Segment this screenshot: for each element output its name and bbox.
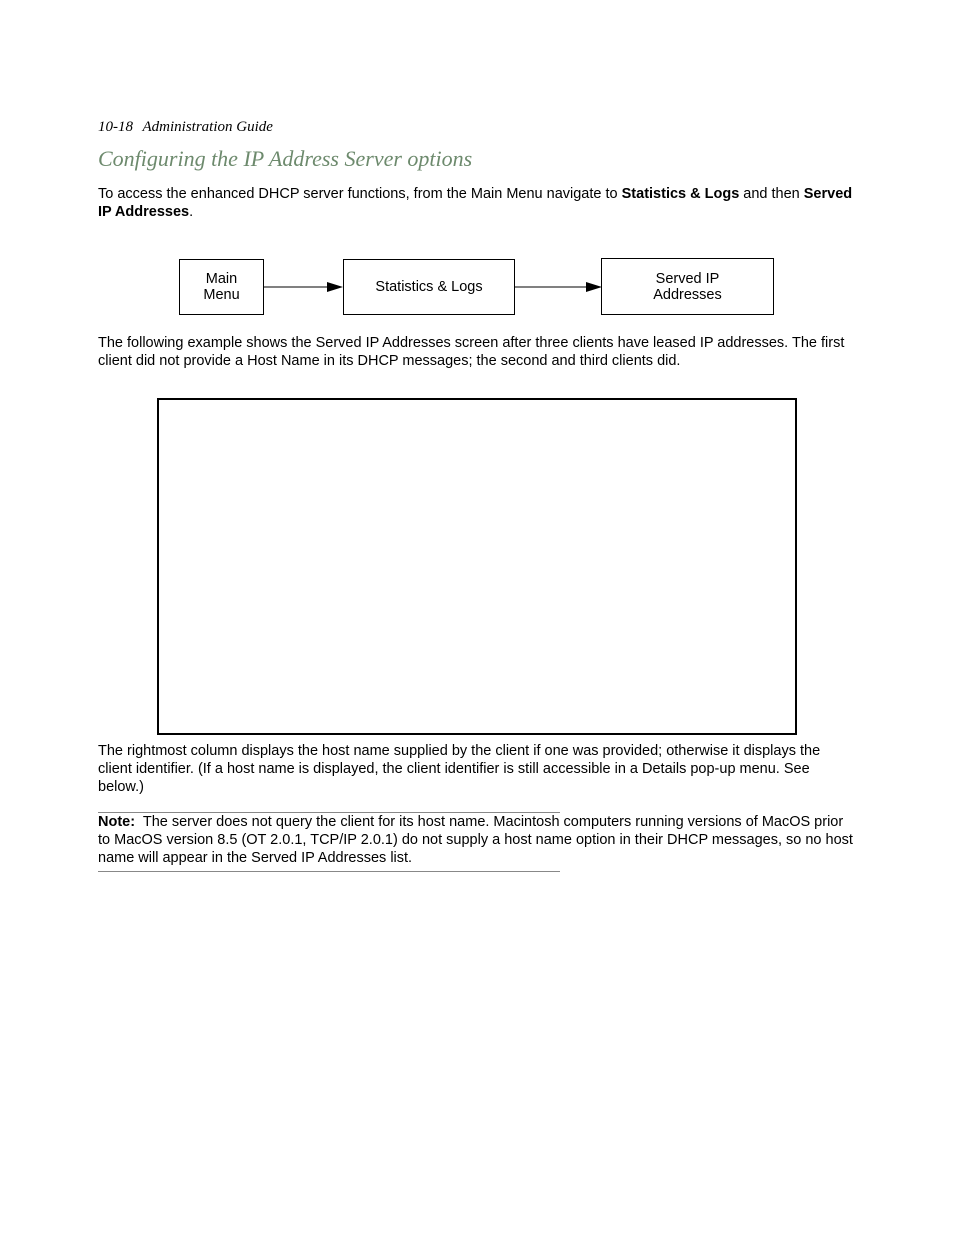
intro-text-after: . [189, 204, 194, 220]
flow-box-label: Served IP Addresses [653, 270, 722, 303]
flow-arrow-1 [264, 282, 343, 292]
flow-box-main-menu [179, 259, 264, 315]
running-header [98, 119, 273, 136]
flow-box-label: Statistics & Logs [375, 279, 483, 295]
intro-text-middle: and then [739, 186, 804, 202]
intro-bold-statistics-logs: Statistics & Logs [621, 186, 740, 202]
note-text: The server does not query the client for its host name. Macintosh computers running versions of MacOS prior to MacOS version 8.5 (OT 2.0.1, TCP/IP 2.0.1) do not supply a host name option in their DHCP messages, so no host name will appear in the Served IP Addresses list. [98, 814, 853, 866]
intro-paragraph [98, 185, 858, 221]
rightmost-column-paragraph: The rightmost column displays the host name supplied by the client if one was provided; otherwise it displays the client identifier. (If a host name is displayed, the client identifier is still accessible in a Details pop-up menu. See below.) [98, 743, 821, 795]
flow-box-served-ip-addresses [601, 258, 774, 315]
guide-title: Administration Guide [142, 119, 273, 135]
note-rule-bottom [98, 871, 560, 872]
flow-box-label: Main Menu [203, 271, 240, 303]
flow-arrow-2 [515, 282, 602, 292]
intro-text-before: To access the enhanced DHCP server functions, from the Main Menu navigate to [98, 186, 622, 202]
screenshot-placeholder-frame [157, 398, 797, 735]
page-number: 10-18 [98, 119, 133, 135]
note-label: Note: [98, 814, 136, 830]
example-paragraph: The following example shows the Served IP Addresses screen after three clients have leased IP addresses. The first client did not provide a Host Name in its DHCP messages; the second and third clients did. [98, 335, 845, 369]
section-title: Configuring the IP Address Server options [98, 146, 473, 171]
intro-bold-served-ip-addresses: Served IP Addresses [98, 186, 853, 220]
note-paragraph [98, 813, 858, 867]
flow-box-statistics-logs [343, 259, 515, 315]
